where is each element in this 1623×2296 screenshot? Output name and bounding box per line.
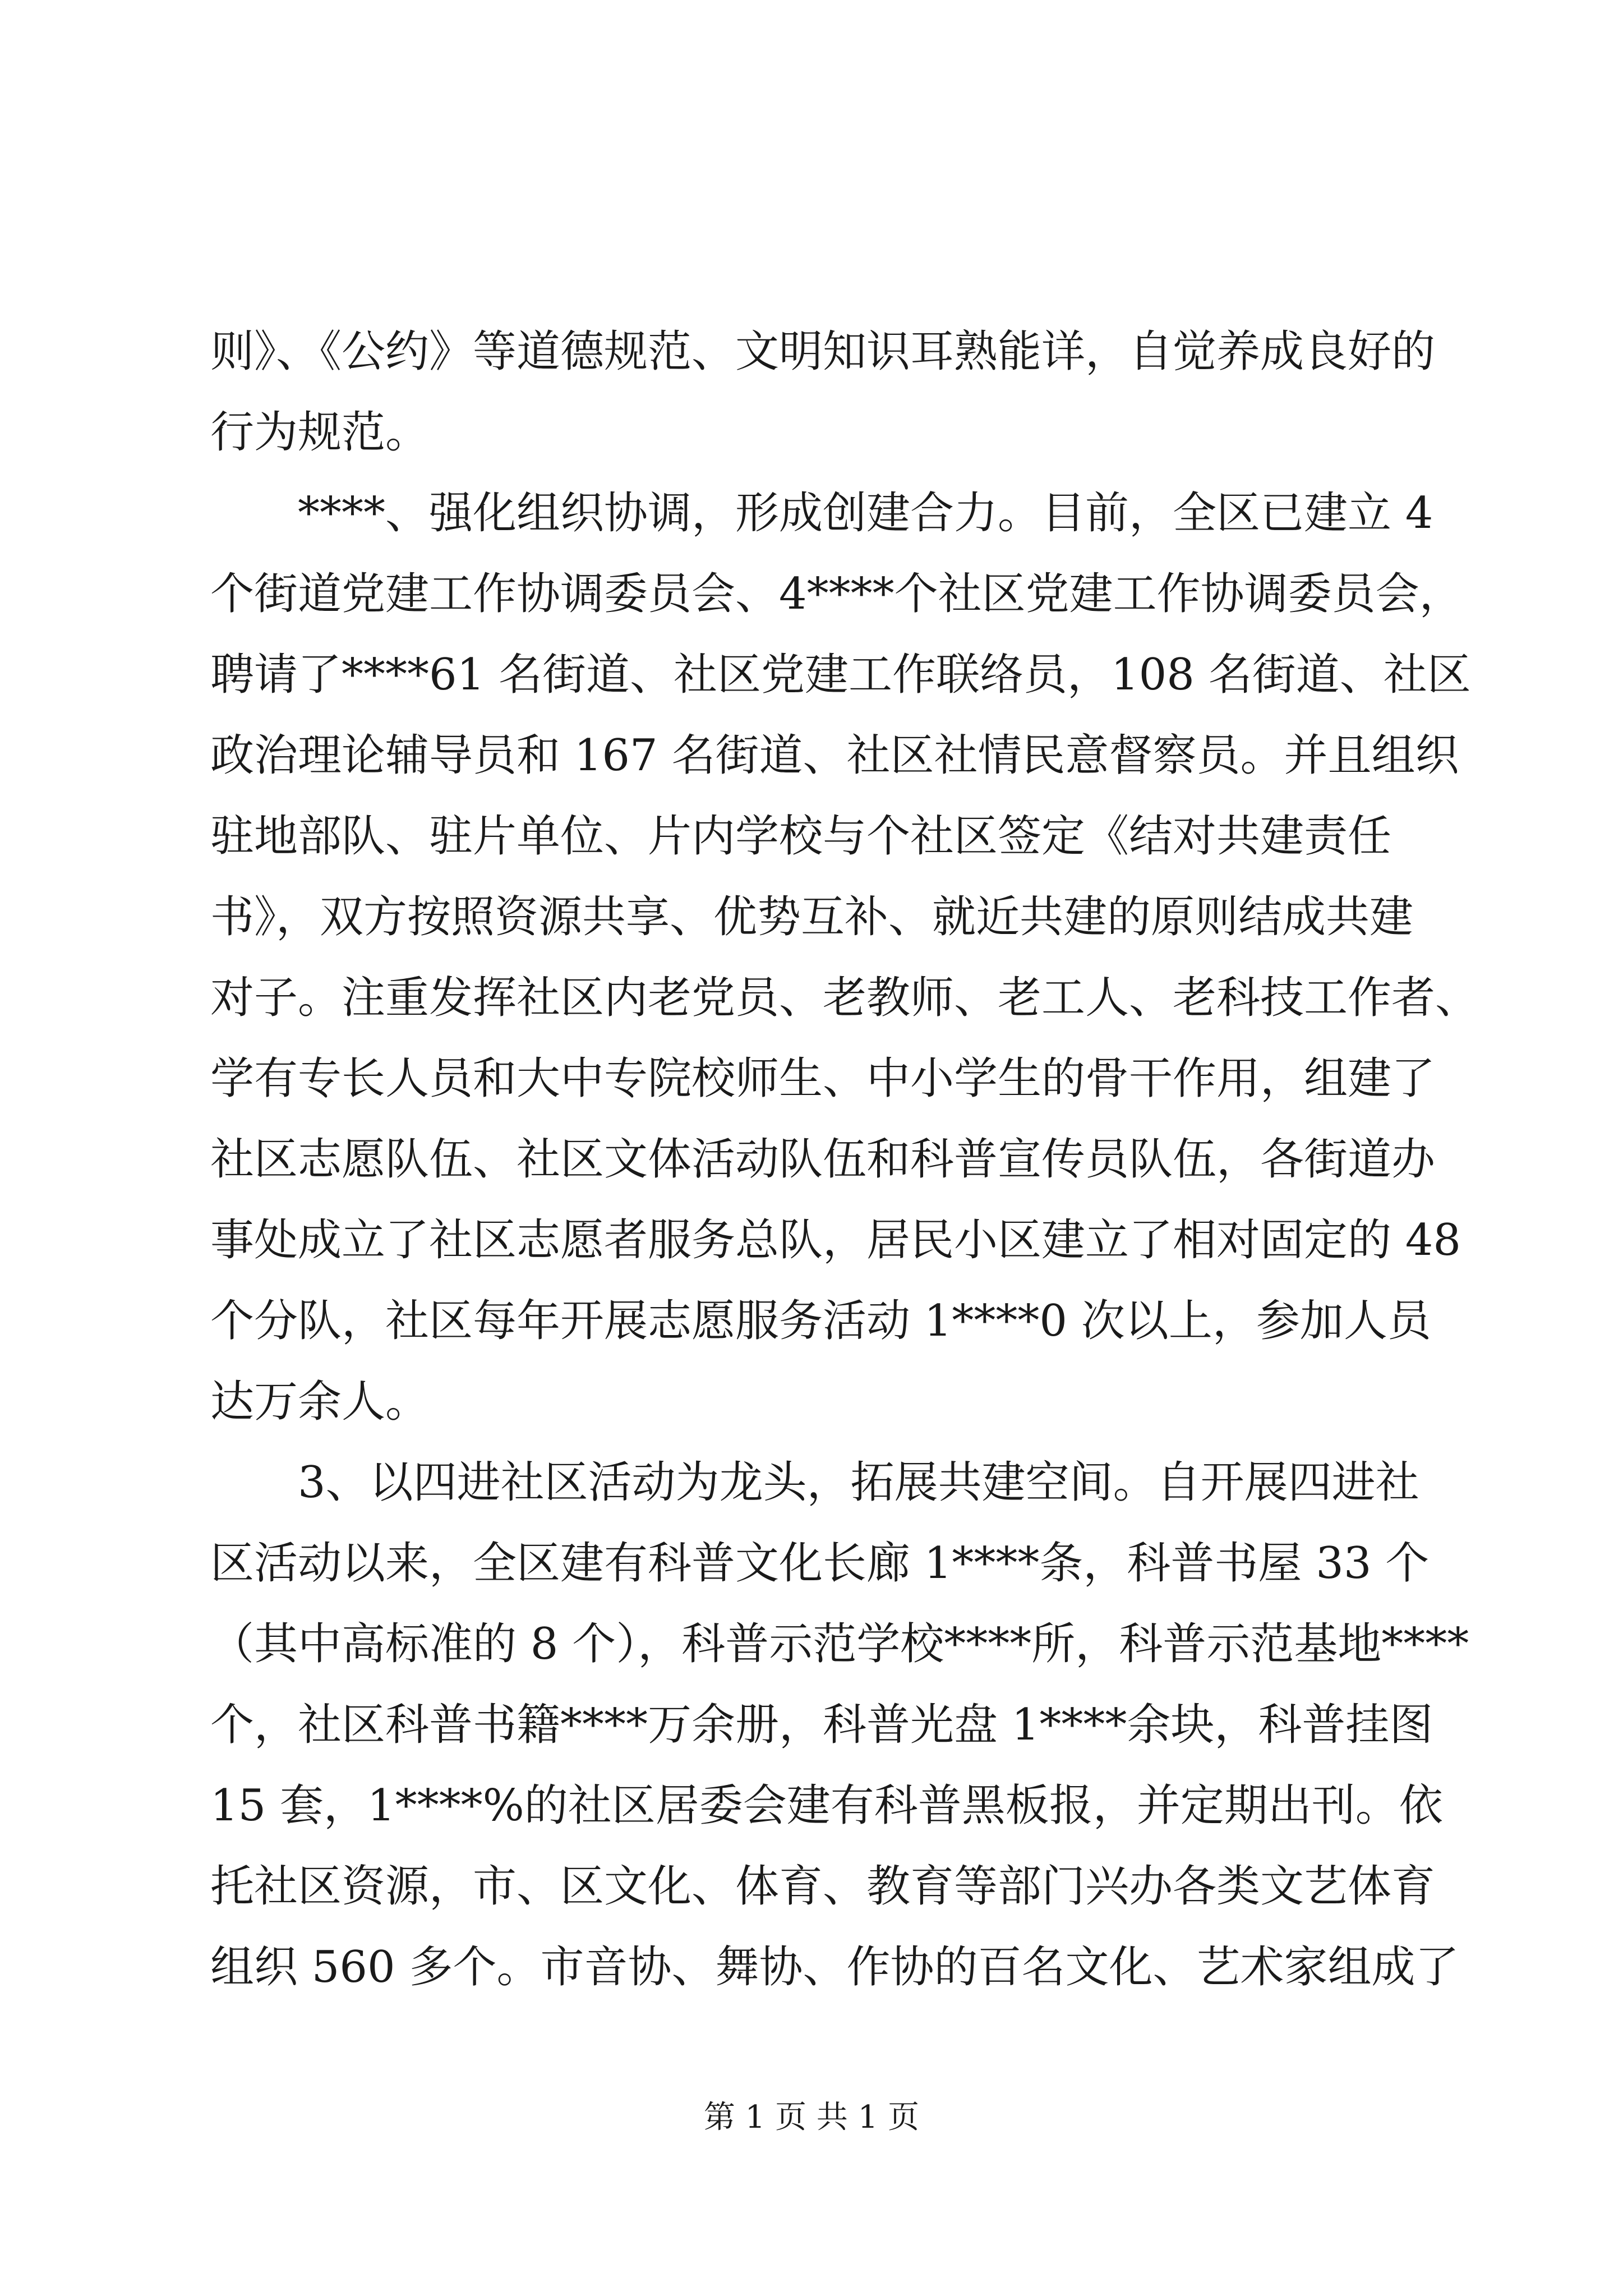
text-line: 驻地部队、驻片单位、片内学校与个社区签定《结对共建责任 (210, 811, 1392, 862)
text-line: 则》、《公约》等道德规范、文明知识耳熟能详，自觉养成良好的 (210, 326, 1436, 377)
page-footer (0, 2098, 1623, 2137)
text-line: 达万余人。 (210, 1377, 430, 1427)
text-line: 学有专长人员和大中专院校师生、中小学生的骨干作用，组建了 (210, 1053, 1436, 1104)
text-line: 事处成立了社区志愿者服务总队，居民小区建立了相对固定的 48 (210, 1215, 1461, 1266)
page-number-label: 第 1 页 共 1 页 (703, 2099, 920, 2136)
text-line: 区活动以来，全区建有科普文化长廊 1****条，科普书屋 33 个 (210, 1538, 1430, 1589)
text-line: 社区志愿队伍、社区文体活动队伍和科普宣传员队伍，各街道办 (210, 1134, 1436, 1185)
text-line: ****、强化组织协调，形成创建合力。目前，全区已建立 4 (210, 488, 1433, 539)
text-line: 组织 560 多个。市音协、舞协、作协的百名文化、艺术家组成了 (210, 1942, 1459, 1993)
text-line: 行为规范。 (210, 407, 430, 458)
text-line: 托社区资源，市、区文化、体育、教育等部门兴办各类文艺体育 (210, 1861, 1436, 1912)
text-line: 对子。注重发挥社区内老党员、老教师、老工人、老科技工作者、 (210, 973, 1479, 1023)
text-line: 书》，双方按照资源共享、优势互补、就近共建的原则结成共建 (210, 892, 1414, 942)
text-line: （其中高标准的 8 个），科普示范学校****所，科普示范基地**** (210, 1619, 1469, 1669)
text-line: 3、以四进社区活动为龙头，拓展共建空间。自开展四进社 (210, 1457, 1419, 1508)
text-line: 个，社区科普书籍****万余册，科普光盘 1****余块，科普挂图 (210, 1700, 1433, 1750)
body-text (210, 311, 1479, 2008)
text-line: 个街道党建工作协调委员会、4****个社区党建工作协调委员会， (210, 569, 1463, 619)
text-line: 政治理论辅导员和 167 名街道、社区社情民意督察员。并且组织 (210, 730, 1459, 781)
text-line: 聘请了****61 名街道、社区党建工作联络员，108 名街道、社区 (210, 650, 1471, 700)
text-line: 个分队，社区每年开展志愿服务活动 1****0 次以上，参加人员 (210, 1296, 1431, 1346)
text-line: 15 套，1****%的社区居委会建有科普黑板报，并定期出刊。依 (210, 1780, 1443, 1831)
